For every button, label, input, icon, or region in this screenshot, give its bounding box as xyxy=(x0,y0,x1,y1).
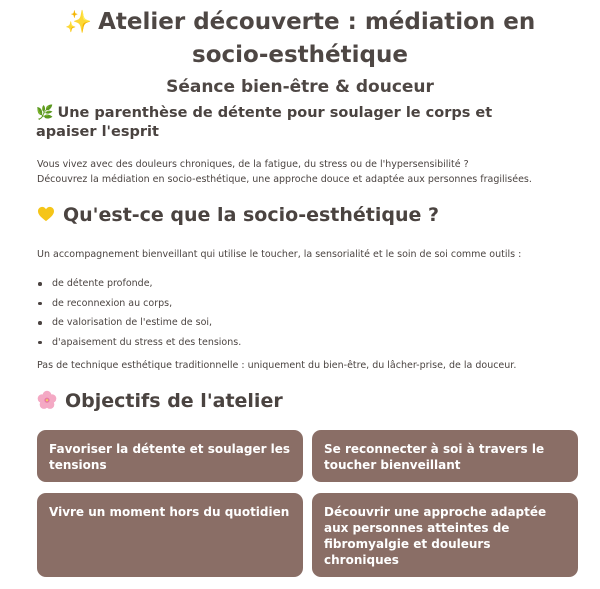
intro-line-2: Découvrez la médiation en socio-esthétique, une approche douce et adaptée aux personnes fragilisées. xyxy=(37,174,532,185)
page-title xyxy=(0,6,600,71)
tagline-line-2: apaiser l'esprit xyxy=(36,124,159,140)
section-heading-what-text: Qu'est-ce que la socio-esthétique ? xyxy=(63,204,440,226)
list-item-text: d'apaisement du stress et des tensions. xyxy=(52,336,242,348)
list-item-text: de reconnexion au corps, xyxy=(52,297,173,309)
section-heading-objectives xyxy=(37,388,577,414)
intro-paragraph xyxy=(37,157,577,187)
objective-card: Se reconnecter à soi à travers le toucher bienveillant xyxy=(312,430,578,482)
section-heading-objectives-text: Objectifs de l'atelier xyxy=(65,390,283,412)
bullet-dot xyxy=(38,321,42,325)
section-description: Un accompagnement bienveillant qui utilise le toucher, la sensorialité et le soin de soi comme outils : xyxy=(37,249,522,260)
tagline xyxy=(36,104,566,142)
list-item-text: de détente profonde, xyxy=(52,278,153,289)
benefits-list xyxy=(37,274,557,352)
objective-card: Favoriser la détente et soulager les tensions xyxy=(37,430,303,482)
cherry-blossom-icon xyxy=(37,390,57,410)
tagline-line-1: Une parenthèse de détente pour soulager le corps et xyxy=(57,105,493,121)
bullet-dot xyxy=(38,341,42,345)
sparkles-icon: ✨ xyxy=(64,10,93,35)
herb-icon: 🌿 xyxy=(36,105,54,121)
list-item xyxy=(37,274,557,294)
list-item-text: de valorisation de l'estime de soi, xyxy=(52,317,213,328)
objective-card: Vivre un moment hors du quotidien xyxy=(37,493,303,577)
list-item xyxy=(37,313,557,333)
title-line-2: socio-esthétique xyxy=(192,42,408,68)
bullet-dot xyxy=(38,282,42,286)
section-heading-what xyxy=(37,202,577,228)
objective-card: Découvrir une approche adaptée aux personnes atteintes de fibromyalgie et douleurs chroniques xyxy=(312,493,578,577)
intro-line-1: Vous vivez avec des douleurs chroniques, de la fatigue, du stress ou de l'hypersensibilité ? xyxy=(37,159,469,170)
page-subtitle: Séance bien-être & douceur xyxy=(166,77,434,97)
section-note: Pas de technique esthétique traditionnelle : uniquement du bien-être, du lâcher-prise, de la douceur. xyxy=(37,360,517,371)
title-line-1: Atelier découverte : médiation en xyxy=(98,9,536,35)
yellow-heart-icon xyxy=(37,206,55,222)
list-item xyxy=(37,333,557,353)
list-item xyxy=(37,294,557,314)
bullet-dot xyxy=(38,302,42,306)
